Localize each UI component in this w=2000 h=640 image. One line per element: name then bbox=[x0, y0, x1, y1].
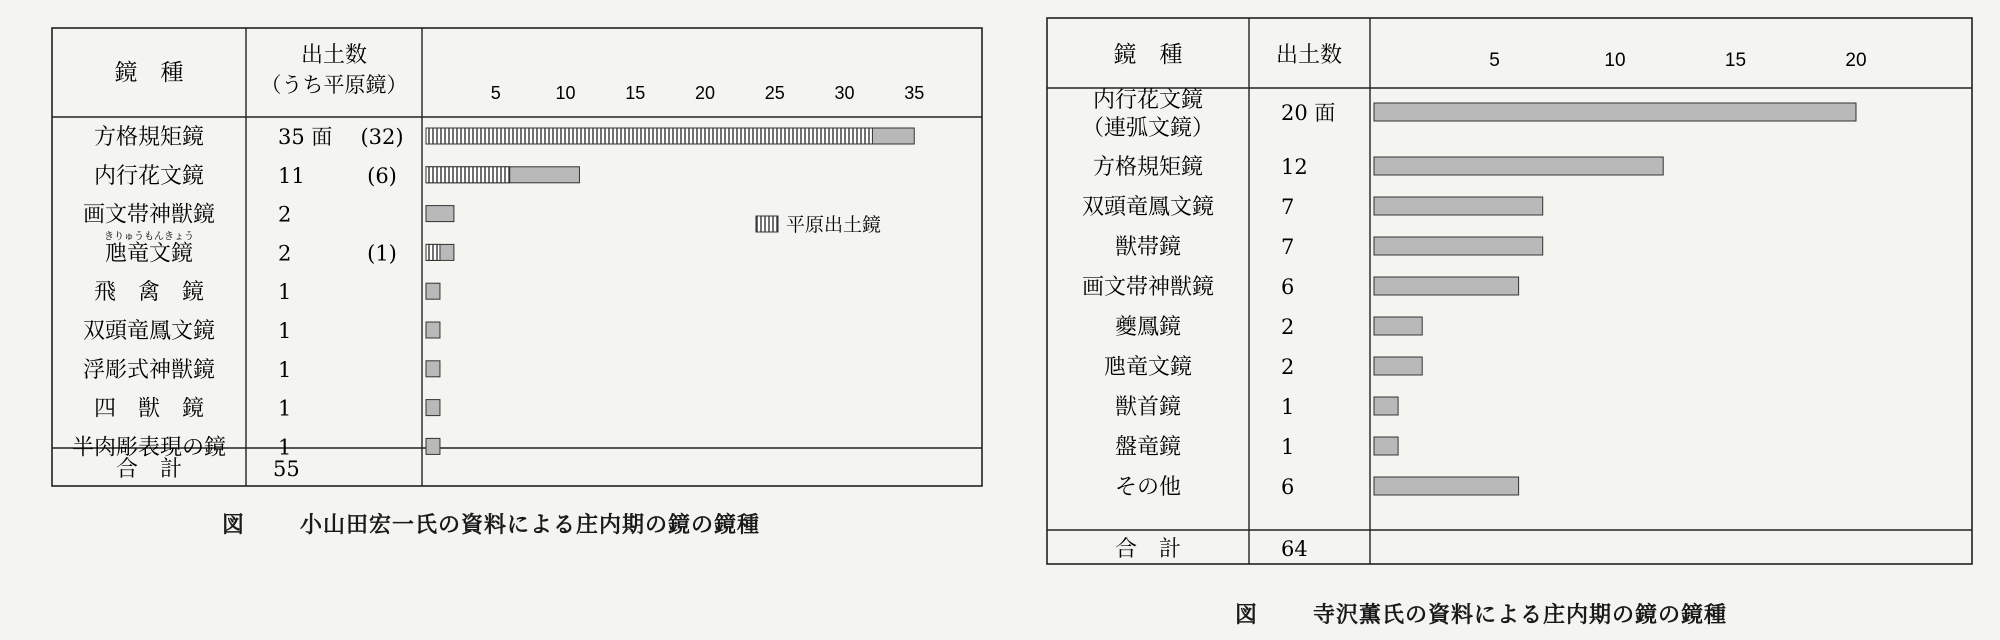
legend-label-hirabaru: 平原出土鏡 bbox=[786, 215, 882, 236]
right-tick-label: 10 bbox=[1604, 50, 1626, 71]
left-row-sub: (32) bbox=[360, 125, 404, 149]
right-caption-text: 寺沢薫氏の資料による庄内期の鏡の鏡種 bbox=[1313, 603, 1728, 628]
right-header-species: 鏡 種 bbox=[1113, 42, 1183, 68]
right-rows bbox=[1082, 88, 1335, 500]
left-tick-label: 20 bbox=[694, 83, 716, 103]
left-row-name: 浮彫式神獣鏡 bbox=[82, 357, 216, 383]
left-bar-total bbox=[426, 322, 440, 338]
right-row-name: 方格規矩鏡 bbox=[1092, 155, 1204, 180]
right-row-name: その他 bbox=[1114, 475, 1182, 500]
left-row-count: 2 bbox=[278, 202, 292, 227]
right-bar bbox=[1374, 237, 1543, 255]
left-bars bbox=[426, 128, 914, 454]
left-bar-total bbox=[426, 361, 440, 377]
right-ticks bbox=[1489, 50, 1866, 71]
left-bar-hirabaru bbox=[426, 244, 440, 260]
right-chart bbox=[1035, 0, 2000, 640]
right-tick-label: 20 bbox=[1845, 50, 1867, 71]
left-bar-hirabaru bbox=[426, 128, 872, 144]
right-row-count: 7 bbox=[1281, 235, 1295, 259]
right-bar bbox=[1374, 157, 1663, 175]
left-ticks bbox=[491, 83, 925, 103]
left-row-count: 1 bbox=[278, 319, 292, 343]
right-bar bbox=[1374, 197, 1543, 215]
left-header-count-sub: （うち平原鏡） bbox=[260, 73, 408, 97]
left-row-name: 双頭竜鳳文鏡 bbox=[82, 319, 216, 344]
legend-swatch-hirabaru bbox=[756, 216, 778, 232]
right-row-count: 2 bbox=[1281, 355, 1295, 379]
left-row-count: 1 bbox=[278, 280, 292, 305]
right-bar bbox=[1374, 357, 1422, 375]
right-bar bbox=[1374, 103, 1856, 121]
right-row-count: 1 bbox=[1281, 435, 1295, 459]
right-tick-label: 5 bbox=[1489, 50, 1500, 71]
left-tick-label: 25 bbox=[764, 83, 785, 103]
right-row-count: 12 bbox=[1281, 155, 1308, 179]
left-tick-label: 30 bbox=[834, 83, 855, 103]
left-row-name: 画文帯神獣鏡 bbox=[82, 202, 216, 228]
right-bars bbox=[1374, 103, 1856, 495]
left-total-label: 合 計 bbox=[115, 457, 183, 482]
right-header-count: 出土数 bbox=[1275, 43, 1343, 68]
left-row-sub: (1) bbox=[367, 241, 397, 266]
right-row-count: 6 bbox=[1281, 475, 1295, 499]
right-bar bbox=[1374, 437, 1398, 455]
right-figure bbox=[1035, 0, 2000, 640]
left-bar-total bbox=[426, 438, 440, 454]
left-bar-total bbox=[426, 400, 440, 416]
left-row-count: 35 面 bbox=[278, 125, 333, 149]
right-row-name: 虺竜文鏡 bbox=[1103, 355, 1193, 380]
left-row-sub: (6) bbox=[367, 163, 397, 188]
right-total-label: 合 計 bbox=[1114, 537, 1182, 562]
left-row-ruby: きりゅうもんきょう bbox=[104, 231, 194, 243]
right-tick-label: 15 bbox=[1724, 50, 1747, 71]
right-row-count: 2 bbox=[1281, 315, 1295, 339]
right-bar bbox=[1374, 317, 1422, 335]
left-row-count: 1 bbox=[278, 357, 292, 382]
right-row-count: 7 bbox=[1281, 195, 1295, 219]
left-row-count: 1 bbox=[278, 435, 292, 460]
right-row-count: 20 面 bbox=[1281, 101, 1336, 125]
right-row-name: 獣帯鏡 bbox=[1114, 235, 1182, 260]
right-row-count: 1 bbox=[1281, 395, 1295, 419]
left-caption-text: 小山田宏一氏の資料による庄内期の鏡の鏡種 bbox=[300, 513, 761, 538]
left-row-count: 1 bbox=[278, 396, 292, 421]
right-row-name: 双頭竜鳳文鏡 bbox=[1081, 195, 1215, 220]
left-row-name: 虺竜文鏡 bbox=[104, 241, 194, 267]
left-row-count: 2 bbox=[278, 241, 292, 266]
right-row-name: 夔鳳鏡 bbox=[1114, 315, 1182, 340]
left-tick-label: 15 bbox=[625, 83, 646, 103]
right-bar bbox=[1374, 277, 1519, 295]
left-bar-hirabaru bbox=[426, 167, 510, 183]
left-row-name: 半肉彫表現の鏡 bbox=[71, 435, 227, 461]
left-tick-label: 5 bbox=[490, 83, 501, 103]
right-row-name: 内行花文鏡 bbox=[1092, 88, 1204, 113]
left-row-name: 内行花文鏡 bbox=[93, 163, 205, 189]
left-tick-label: 35 bbox=[904, 83, 925, 103]
left-caption-fig: 図 bbox=[222, 513, 246, 538]
left-header-count: 出土数 bbox=[300, 43, 368, 68]
left-row-count: 11 bbox=[278, 163, 305, 188]
left-row-name: 四 獣 鏡 bbox=[93, 396, 205, 422]
left-row-name: 飛 禽 鏡 bbox=[93, 280, 205, 306]
left-row-name: 方格規矩鏡 bbox=[93, 125, 205, 150]
right-row-name: 画文帯神獣鏡 bbox=[1081, 275, 1215, 300]
left-total-value: 55 bbox=[273, 457, 300, 481]
right-bar bbox=[1374, 397, 1398, 415]
left-rows bbox=[72, 125, 404, 460]
left-header-species: 鏡 種 bbox=[114, 60, 184, 86]
right-total-value: 64 bbox=[1281, 537, 1308, 561]
right-row-name: 獣首鏡 bbox=[1114, 395, 1182, 420]
right-caption-fig: 図 bbox=[1235, 603, 1259, 628]
right-row-name-sub: （連弧文鏡） bbox=[1081, 116, 1215, 141]
right-bar bbox=[1374, 477, 1519, 495]
left-tick-label: 10 bbox=[555, 83, 576, 103]
left-bar-total bbox=[426, 283, 440, 299]
right-row-name: 盤竜鏡 bbox=[1114, 435, 1182, 460]
right-row-count: 6 bbox=[1281, 275, 1295, 299]
left-bar-total bbox=[426, 206, 454, 222]
